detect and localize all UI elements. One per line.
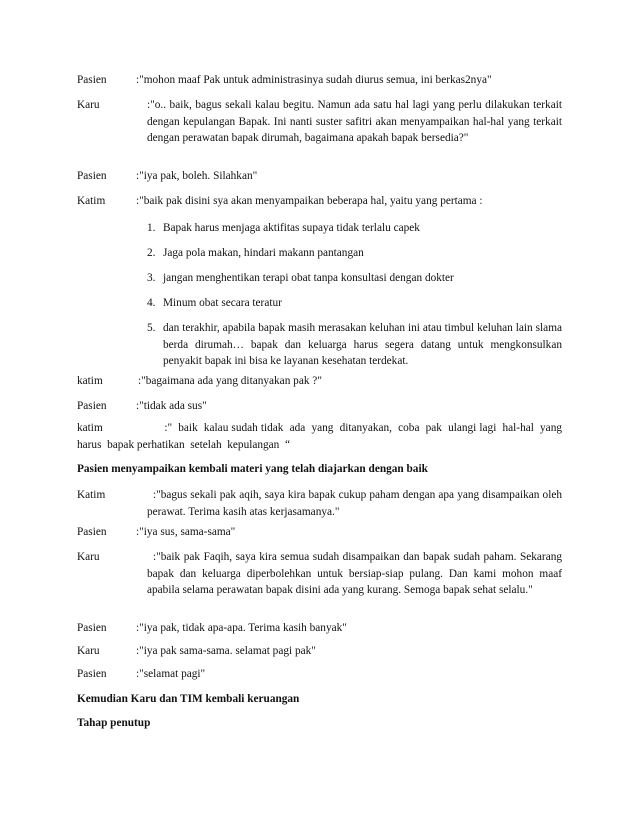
dialogue-text: :"iya pak, tidak apa-apa. Terima kasih banyak" — [136, 622, 347, 634]
speaker-label: Pasien — [77, 170, 107, 182]
dialogue-text: :"baik pak Faqih, saya kira semua sudah disampaikan dan bapak sudah paham. Sekarang bapak dan keluarga diperbolehkan untuk bersiap-siap pulang. Dan kami mohon maaf apabila selama perawatan bapak disini ada yang kurang. Semoga bapak sehat selalu." — [147, 551, 562, 597]
dialogue-text: :"baik pak disini sya akan menyampaikan beberapa hal, yaitu yang pertama : — [136, 195, 483, 207]
speaker-label: Karu — [77, 99, 100, 111]
dialogue-text: :"bagus sekali pak aqih, saya kira bapak cukup paham dengan apa yang disampaikan oleh perawat. Terima kasih atas kerjasamanya." — [147, 489, 562, 518]
dialogue-text: :"o.. baik, bagus sekali kalau begitu. Namun ada satu hal lagi yang perlu dilakukan terkait dengan kepulangan Bapak. Ini nanti suster safitri akan menyampaikan hal-hal yang terkait dengan perawatan bapak dirumah, bagaimana apakah bapak bersedia?" — [147, 99, 562, 145]
dialogue-text: :"selamat pagi" — [136, 668, 206, 680]
section-heading: Kemudian Karu dan TIM kembali keruangan — [77, 693, 300, 705]
list-text: dan terakhir, apabila bapak masih merasakan keluhan ini atau timbul keluhan lain slama berda dirumah… bapak dan keluarga harus segera datang untuk mengkonsulkan penyakit bapak ini bisa ke layanan kesehatan terdekat. — [163, 322, 562, 368]
speaker-label: Pasien — [77, 668, 107, 680]
section-heading: Pasien menyampaikan kembali materi yang telah diajarkan dengan baik — [77, 463, 428, 475]
dialogue-text: :"tidak ada sus" — [136, 400, 207, 412]
list-number: 1. — [147, 222, 156, 234]
dialogue-text: :"iya pak sama-sama. selamat pagi pak" — [136, 645, 316, 657]
speaker-label: Pasien — [77, 74, 107, 86]
list-text: Jaga pola makan, hindari makann pantangan — [163, 247, 364, 259]
dialogue-text: :"bagaimana ada yang ditanyakan pak ?" — [138, 375, 322, 387]
section-heading: Tahap penutup — [77, 717, 151, 729]
speaker-label: Katim — [77, 489, 106, 501]
speaker-label: Pasien — [77, 526, 107, 538]
speaker-label: Pasien — [77, 622, 107, 634]
dialogue-text: :"mohon maaf Pak untuk administrasinya sudah diurus semua, ini berkas2nya" — [136, 74, 492, 86]
dialogue-text: :"iya pak, boleh. Silahkan" — [136, 170, 258, 182]
speaker-label: Karu — [77, 551, 100, 563]
list-text: Minum obat secara teratur — [163, 297, 282, 309]
dialogue-paragraph: katim :" baik kalau sudah tidak ada yang ditanyakan, coba pak ulangi lagi hal-hal yang harus bapak perhatikan setelah kepulangan “ — [77, 422, 565, 451]
list-number: 3. — [147, 272, 156, 284]
speaker-label: katim — [77, 375, 103, 387]
dialogue-text: :"iya sus, sama-sama" — [136, 526, 236, 538]
list-number: 4. — [147, 297, 156, 309]
list-text: jangan menghentikan terapi obat tanpa konsultasi dengan dokter — [163, 272, 454, 284]
list-number: 2. — [147, 247, 156, 259]
speaker-label: Katim — [77, 195, 106, 207]
speaker-label: Pasien — [77, 400, 107, 412]
list-number: 5. — [147, 322, 156, 334]
list-text: Bapak harus menjaga aktifitas supaya tidak terlalu capek — [163, 222, 420, 234]
speaker-label: Karu — [77, 645, 100, 657]
